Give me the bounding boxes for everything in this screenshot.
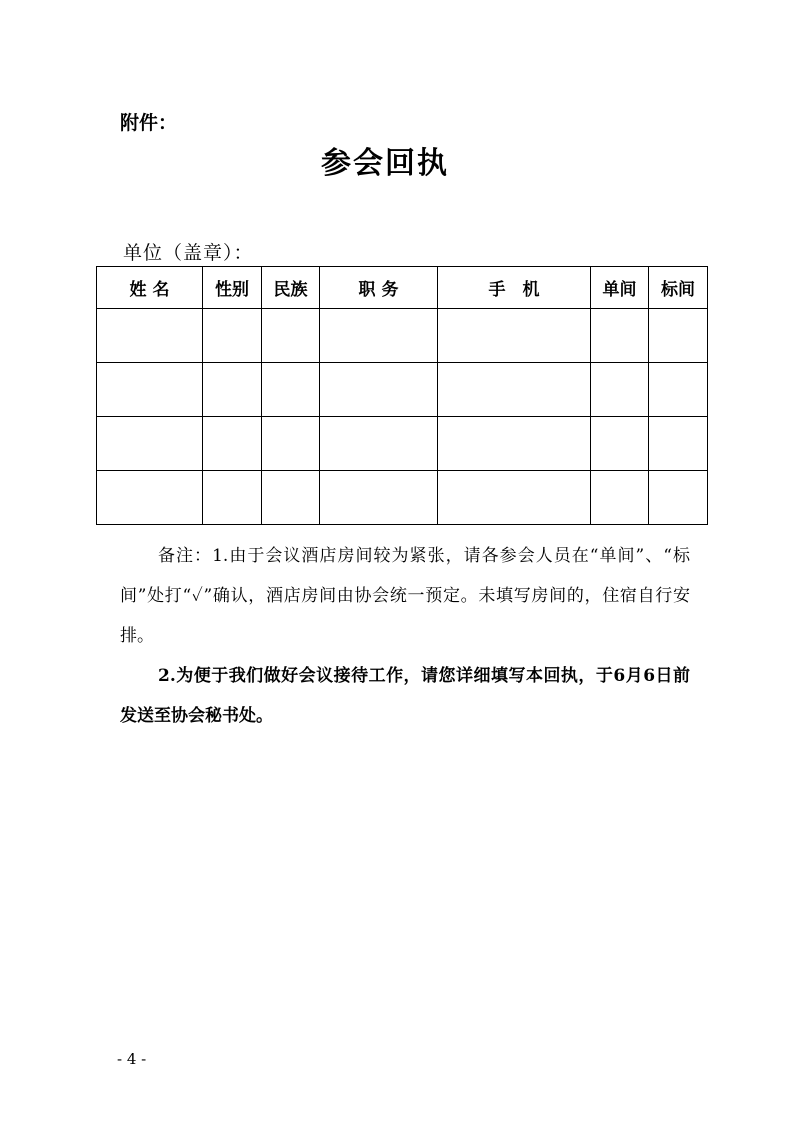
header-single-room: 单间 — [591, 267, 649, 309]
standard-room-cell[interactable] — [649, 471, 708, 525]
gender-cell[interactable] — [203, 471, 262, 525]
header-ethnicity: 民族 — [262, 267, 320, 309]
gender-cell[interactable] — [203, 309, 262, 363]
name-cell[interactable] — [97, 363, 203, 417]
name-cell[interactable] — [97, 309, 203, 363]
position-cell[interactable] — [320, 417, 438, 471]
single-room-cell[interactable] — [591, 309, 649, 363]
single-room-cell[interactable] — [591, 471, 649, 525]
ethnicity-cell[interactable] — [262, 471, 320, 525]
document-title: 参会回执 — [321, 146, 449, 181]
standard-room-cell[interactable] — [649, 417, 708, 471]
mobile-cell[interactable] — [438, 417, 591, 471]
gender-cell[interactable] — [203, 417, 262, 471]
note-paragraph-1: 备注：1.由于会议酒店房间较为紧张，请各参会人员在“单间”、“标间”处打“✓”确认，酒店房间由协会统一预定。未填写房间的，住宿自行安排。 — [120, 546, 690, 646]
name-cell[interactable] — [97, 471, 203, 525]
table-row — [97, 309, 708, 363]
attachment-label: 附件： — [120, 112, 178, 134]
table-row — [97, 471, 708, 525]
table-row — [97, 363, 708, 417]
single-room-cell[interactable] — [591, 417, 649, 471]
position-cell[interactable] — [320, 309, 438, 363]
page-number: - 4 - — [117, 1050, 147, 1068]
header-name: 姓 名 — [97, 267, 203, 309]
mobile-cell[interactable] — [438, 471, 591, 525]
ethnicity-cell[interactable] — [262, 309, 320, 363]
header-position: 职 务 — [320, 267, 438, 309]
table-row — [97, 417, 708, 471]
mobile-cell[interactable] — [438, 309, 591, 363]
position-cell[interactable] — [320, 363, 438, 417]
position-cell[interactable] — [320, 471, 438, 525]
table-header-row — [97, 267, 708, 309]
name-cell[interactable] — [97, 417, 203, 471]
ethnicity-cell[interactable] — [262, 363, 320, 417]
mobile-cell[interactable] — [438, 363, 591, 417]
header-mobile: 手 机 — [438, 267, 591, 309]
single-room-cell[interactable] — [591, 363, 649, 417]
registration-table — [96, 266, 708, 525]
gender-cell[interactable] — [203, 363, 262, 417]
header-gender: 性别 — [203, 267, 262, 309]
standard-room-cell[interactable] — [649, 363, 708, 417]
header-standard-room: 标间 — [649, 267, 708, 309]
standard-room-cell[interactable] — [649, 309, 708, 363]
note-paragraph-2: 2.为便于我们做好会议接待工作，请您详细填写本回执，于6月6日前发送至协会秘书处。 — [120, 666, 690, 726]
ethnicity-cell[interactable] — [262, 417, 320, 471]
unit-stamp-label: 单位（盖章）： — [123, 242, 254, 264]
